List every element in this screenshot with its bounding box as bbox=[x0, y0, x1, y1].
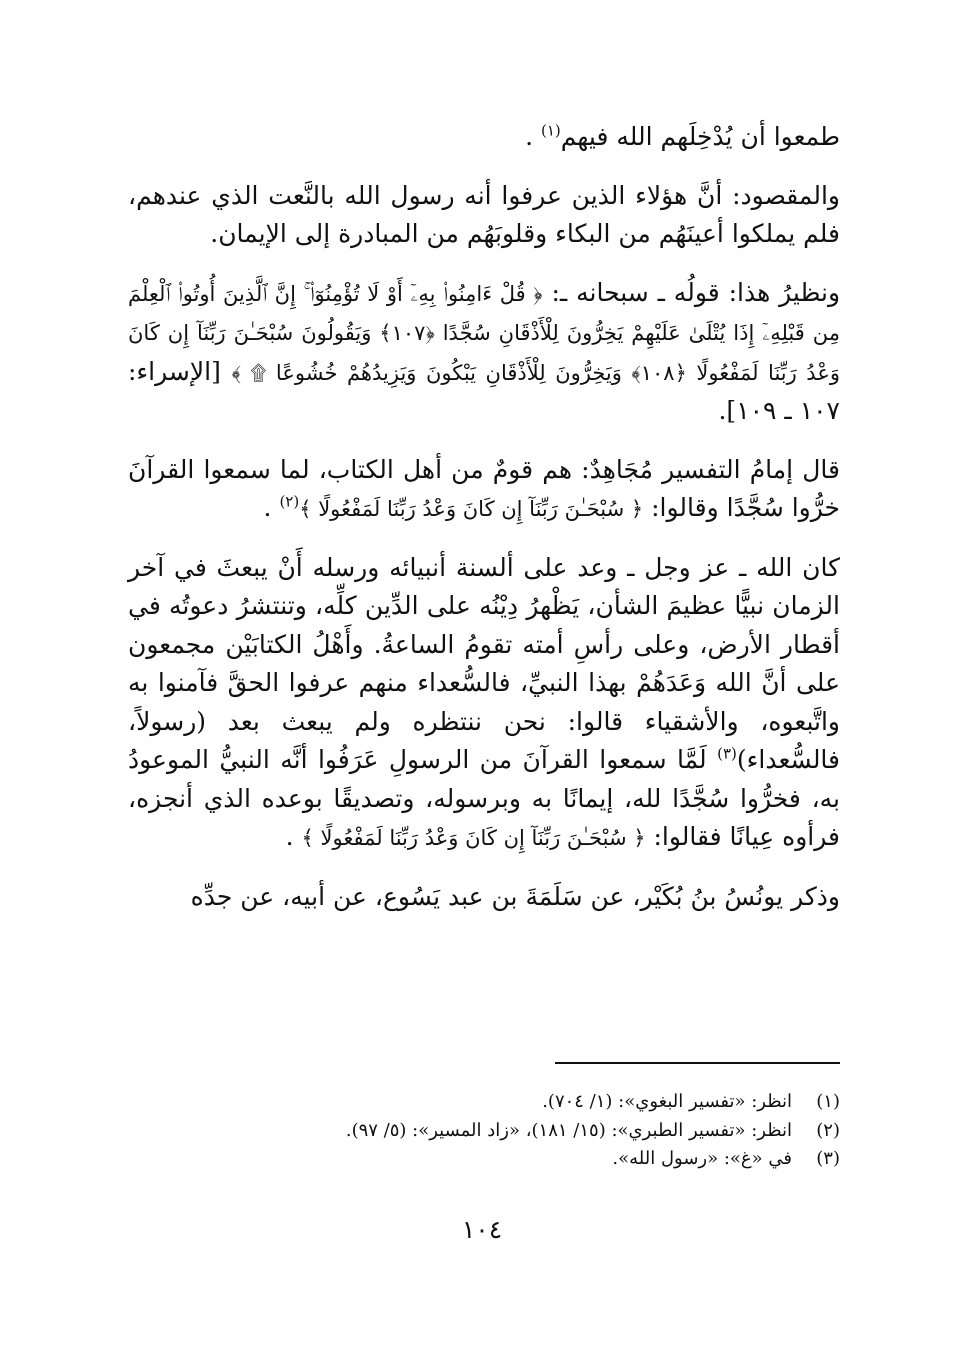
footnote-number: (٢) bbox=[816, 1119, 840, 1141]
paragraph-1 bbox=[128, 118, 840, 157]
paragraph-text: طمعوا أن يُدْخِلَهم الله فيهم bbox=[560, 122, 840, 151]
footnote-number: (١) bbox=[816, 1091, 840, 1112]
quran-verse: ﴿ قُلْ ءَامِنُوا۟ بِهِۦٓ أَوْ لَا تُؤْمِنُوٓا۟ ۚ إِنَّ ٱلَّذِينَ أُوتُوا۟ ٱلْعِلْمَ مِن قَبْلِهِۦٓ إِذَا يُتْلَىٰ عَلَيْهِمْ يَخِرُّونَ لِلْأَذْقَانِ سُجَّدًا ﴿١٠٧﴾ وَيَقُولُونَ سُبْحَـٰنَ رَبِّنَآ إِن كَانَ وَعْدُ رَبِّنَا لَمَفْعُولًا ﴿١٠٨﴾ وَيَخِرُّونَ لِلْأَذْقَانِ يَبْكُونَ وَيَزِيدُهُمْ خُشُوعًا ۩ ﴾ bbox=[128, 281, 840, 385]
footnotes bbox=[128, 1088, 840, 1174]
footnote-divider bbox=[555, 1062, 840, 1064]
paragraph-tail: [الإسراء: ١٠٧ ـ ١٠٩]. bbox=[128, 356, 840, 425]
paragraph-tail: . bbox=[263, 493, 280, 522]
footnote-text: في «غ»: «رسول الله». bbox=[612, 1148, 792, 1169]
paragraph-lead: كان الله ـ عز وجل ـ وعد على ألسنة أنبيائه ورسله أَنْ يبعثَ في آخر الزمان نبيًّا عظيمَ الشأن، يَظْهرُ دِيْنُه على الدِّين كلِّه، وتنتشرُ دعوتُه في أقطار الأرض، وعلى رأسِ أمته تقومُ الساعةُ. وأَهْلُ الكتابَيْن مجمعون على أنَّ الله وَعَدَهُمْ بهذا النبيِّ، فالسُّعداء منهم عرفوا الحقَّ فآمنوا به واتَّبعوه، والأشقياء قالوا: نحن ننتظره ولم يبعث بعد (رسولاً، فالسُّعداء) bbox=[128, 552, 840, 774]
page-body bbox=[128, 118, 840, 936]
paragraph-5 bbox=[128, 549, 840, 858]
quran-verse: ﴿ سُبْحَـٰنَ رَبِّنَآ إِن كَانَ وَعْدُ رَبِّنَا لَمَفْعُولًا ﴾ bbox=[299, 497, 644, 521]
footnote-text: انظر: «تفسير البغوي»: (١/ ٧٠٤). bbox=[542, 1091, 792, 1112]
footnote-ref: (١) bbox=[540, 121, 561, 140]
paragraph-lead: قال إمامُ التفسير مُجَاهِدٌ: هم قومٌ من أهل الكتاب، لما سمعوا القرآنَ خرُّوا سُجَّدًا وقالوا: bbox=[128, 454, 840, 522]
paragraph-mid: لَمَّا سمعوا القرآنَ من الرسولِ عَرَفُوا أنَّه النبيُّ الموعودُ به، فخرُّوا سُجَّدًا لله، إيمانًا به وبرسوله، وتصديقًا بوعده الذي أنجزه، فرأوه عِيانًا فقالوا: bbox=[128, 745, 840, 851]
footnote-ref: (٣) bbox=[717, 744, 737, 763]
paragraph-text: وذكر يونُسُ بنُ بُكَيْر، عن سَلَمَةَ بن عبد يَسُوع، عن أبيه، عن جدِّه bbox=[190, 881, 840, 911]
paragraph-6 bbox=[128, 878, 840, 917]
footnote-1 bbox=[128, 1088, 840, 1117]
paragraph-text: والمقصود: أنَّ هؤلاء الذين عرفوا أنه رسول الله بالنَّعت الذي عندهم، فلم يملكوا أعينَهُم من البكاء وقلوبَهُم من المبادرة إلى الإيمان. bbox=[128, 180, 840, 248]
paragraph-tail: . bbox=[525, 122, 541, 151]
page-number: ١٠٤ bbox=[461, 1215, 503, 1244]
footnote-ref: (٢) bbox=[279, 492, 300, 511]
paragraph-4 bbox=[128, 451, 840, 529]
footnote-text: انظر: «تفسير الطبري»: (١٥/ ١٨١)، «زاد المسير»: (٥/ ٩٧). bbox=[345, 1119, 792, 1141]
paragraph-2 bbox=[128, 177, 840, 254]
paragraph-tail: . bbox=[285, 822, 302, 851]
footnote-3 bbox=[128, 1145, 840, 1174]
footnote-number: (٣) bbox=[816, 1148, 840, 1169]
paragraph-3 bbox=[128, 274, 840, 431]
quran-verse: ﴿ سُبْحَـٰنَ رَبِّنَآ إِن كَانَ وَعْدُ رَبِّنَا لَمَفْعُولًا ﴾ bbox=[301, 826, 646, 850]
footnote-2 bbox=[128, 1117, 840, 1146]
paragraph-lead: ونظيرُ هذا: قولُه ـ سبحانه ـ: bbox=[542, 277, 841, 307]
